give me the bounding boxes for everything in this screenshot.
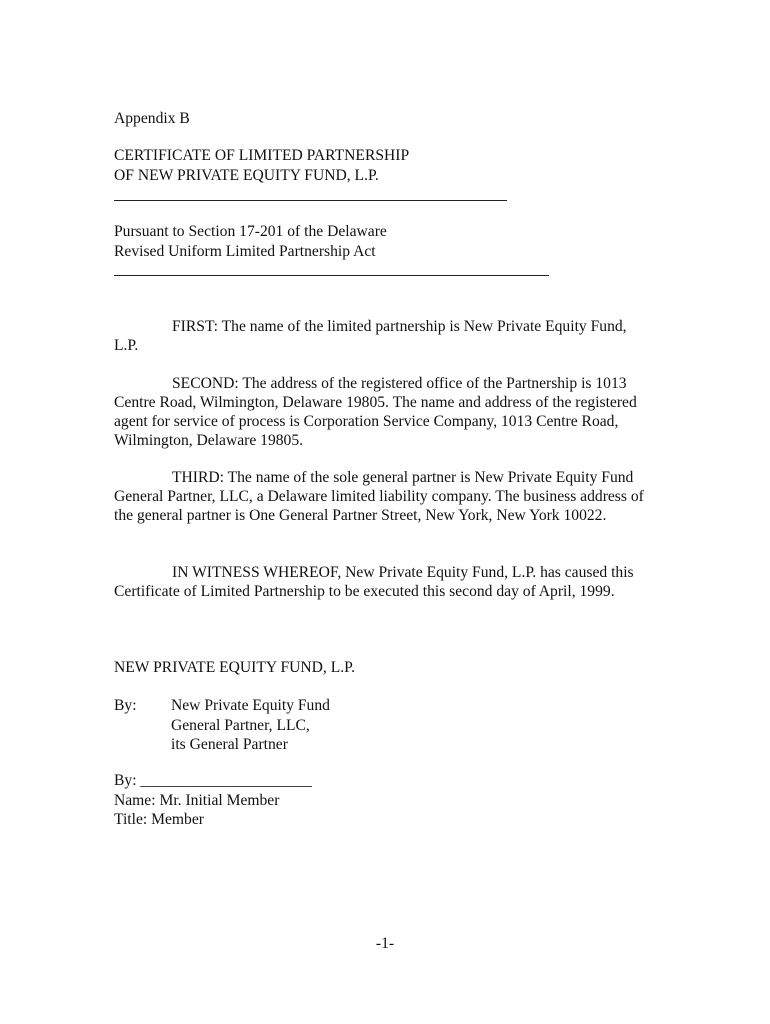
statute-underline	[114, 275, 549, 276]
by-label: By:	[114, 697, 137, 714]
document-title	[114, 146, 654, 185]
article-first: FIRST: The name of the limited partnership is New Private Equity Fund, L.P.	[114, 318, 627, 354]
signature-line: By: ______________________	[114, 772, 312, 789]
title-line-1: CERTIFICATE OF LIMITED PARTNERSHIP	[114, 147, 410, 164]
statute-line-1: Pursuant to Section 17-201 of the Delaware	[114, 223, 387, 240]
signer-name: Name: Mr. Initial Member	[114, 791, 280, 809]
signatory-entity: NEW PRIVATE EQUITY FUND, L.P.	[114, 659, 355, 676]
gp-line-1: New Private Equity Fund	[171, 697, 330, 714]
gp-line-3: its General Partner	[171, 736, 288, 753]
gp-line-2: General Partner, LLC,	[171, 716, 310, 734]
general-partner-block	[171, 696, 330, 755]
article-third: THIRD: The name of the sole general partner is New Private Equity Fund General Partner, LLC, a Delaware limited liability company. The business address of the general partner is One General Partner Street, New York, New York 10022.	[114, 469, 644, 524]
title-line-2: OF NEW PRIVATE EQUITY FUND, L.P.	[114, 166, 379, 184]
page-number: -1-	[375, 935, 395, 952]
statute-reference	[114, 222, 654, 261]
witness-clause: IN WITNESS WHEREOF, New Private Equity Fund, L.P. has caused this Certificate of Limited Partnership to be executed this second day of April, 1999.	[114, 564, 634, 600]
statute-line-2: Revised Uniform Limited Partnership Act	[114, 242, 376, 260]
signer-title: Title: Member	[114, 811, 204, 828]
appendix-label: Appendix B	[114, 110, 190, 127]
signature-block	[114, 771, 654, 830]
title-underline	[114, 200, 507, 201]
by-general-partner	[114, 696, 654, 756]
article-second: SECOND: The address of the registered office of the Partnership is 1013 Centre Road, Wilmington, Delaware 19805. The name and address of the registered agent for service of process is Corporation Service Company, 1013 Centre Road, Wilmington, Delaware 19805.	[114, 375, 637, 449]
